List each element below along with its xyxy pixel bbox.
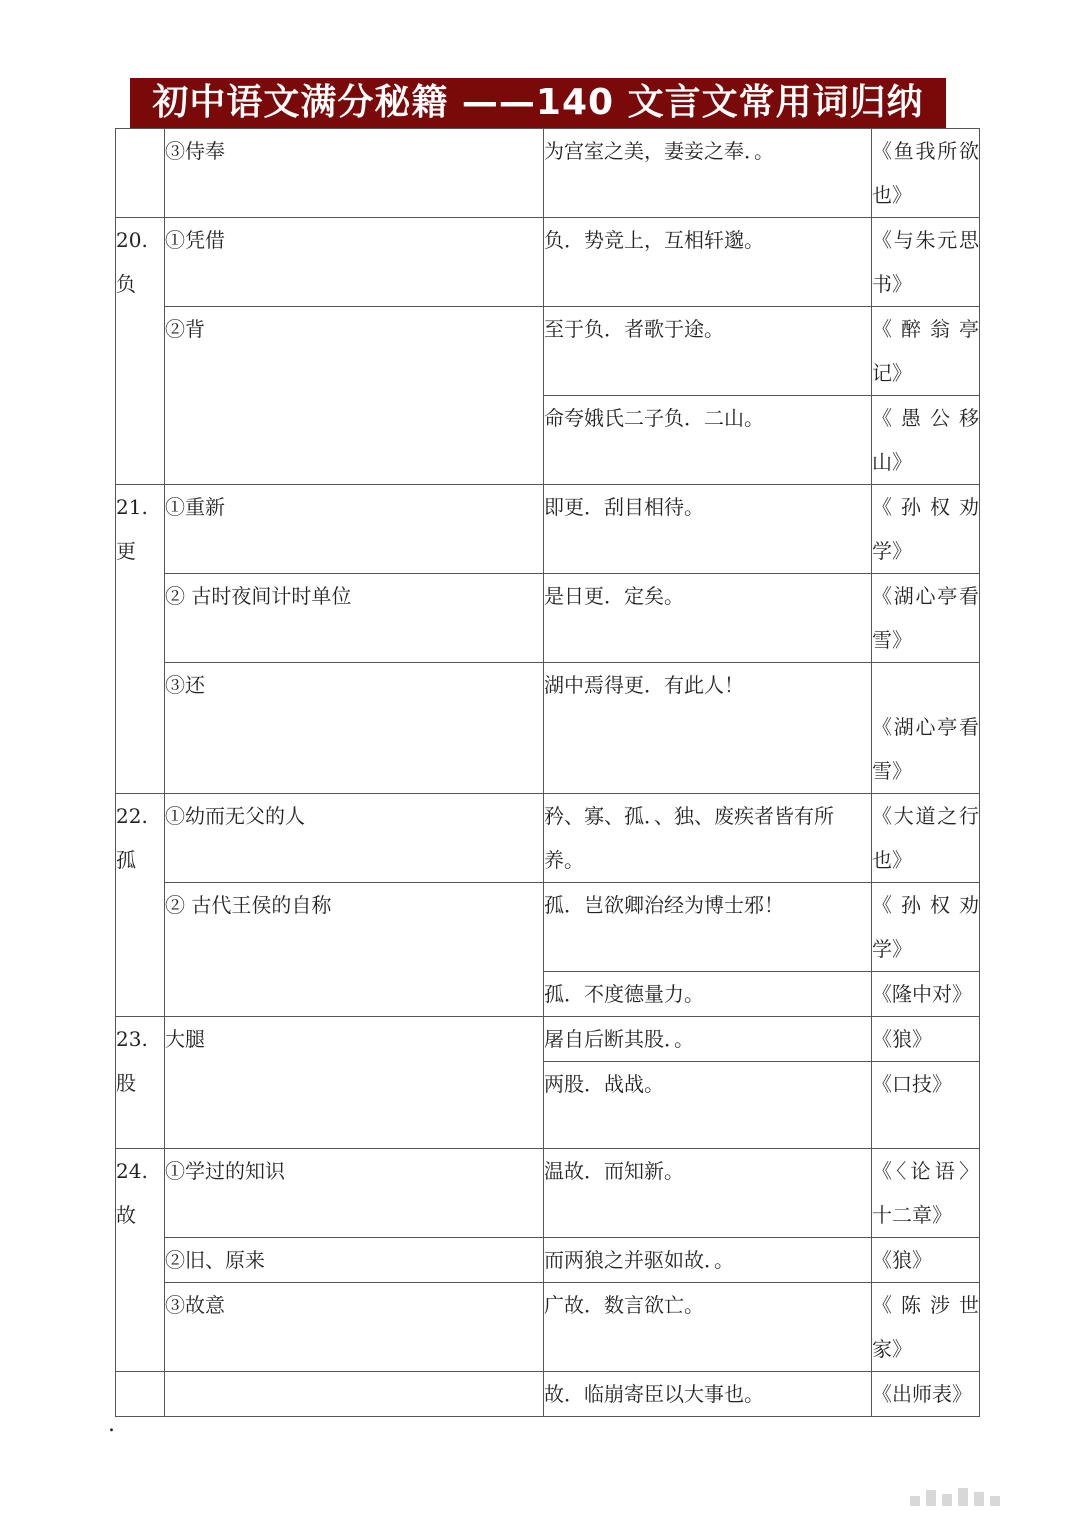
example-cell: 命夸娥氏二子负．二山。 [544, 396, 872, 485]
example-cell: 两股．战战。 [544, 1062, 872, 1149]
word-cell: 22. 孤 [116, 794, 165, 1017]
meaning-cell: ③故意 [165, 1283, 544, 1372]
word-cell: 24. 故 [116, 1149, 165, 1372]
table-row [116, 1283, 980, 1372]
meaning-cell: ②旧、原来 [165, 1238, 544, 1283]
table-row [116, 218, 980, 307]
word-cell: 20. 负 [116, 218, 165, 485]
source-cell: 《醉翁亭记》 [872, 307, 980, 396]
source-cell: 《与朱元思书》 [872, 218, 980, 307]
meaning-cell [165, 1372, 544, 1417]
meaning-cell: 大腿 [165, 1017, 544, 1149]
source-cell: 《狼》 [872, 1017, 980, 1062]
footer-mark: . [108, 1412, 115, 1437]
example-cell: 负．势竞上，互相轩邈。 [544, 218, 872, 307]
table-row [116, 1372, 980, 1417]
example-cell: 矜、寡、孤．、独、废疾者皆有所养。 [544, 794, 872, 883]
vocab-table [115, 128, 980, 1417]
example-cell: 屠自后断其股．。 [544, 1017, 872, 1062]
source-cell: 《隆中对》 [872, 972, 980, 1017]
source-cell: 《口技》 [872, 1062, 980, 1149]
table-row [116, 574, 980, 663]
example-cell: 故．临崩寄臣以大事也。 [544, 1372, 872, 1417]
source-cell: 《湖心亭看雪》 [872, 663, 980, 794]
source-cell: 《愚公移山》 [872, 396, 980, 485]
word-cell [116, 1372, 165, 1417]
word-cell: 23. 股 [116, 1017, 165, 1149]
meaning-cell: ②背 [165, 307, 544, 485]
example-cell: 温故．而知新。 [544, 1149, 872, 1238]
table-row [116, 1017, 980, 1062]
source-cell: 《湖心亭看雪》 [872, 574, 980, 663]
table-row [116, 129, 980, 218]
table-row [116, 794, 980, 883]
meaning-cell: ② 古时夜间计时单位 [165, 574, 544, 663]
word-cell [116, 129, 165, 218]
word-cell: 21. 更 [116, 485, 165, 794]
source-cell: 《大道之行也》 [872, 794, 980, 883]
source-cell: 《陈涉世家》 [872, 1283, 980, 1372]
meaning-cell: ①学过的知识 [165, 1149, 544, 1238]
source-cell: 《孙权劝学》 [872, 485, 980, 574]
example-cell: 至于负．者歌于途。 [544, 307, 872, 396]
meaning-cell: ② 古代王侯的自称 [165, 883, 544, 1017]
table-row [116, 485, 980, 574]
meaning-cell: ①凭借 [165, 218, 544, 307]
example-cell: 而两狼之并驱如故．。 [544, 1238, 872, 1283]
example-cell: 孤．不度德量力。 [544, 972, 872, 1017]
source-cell: 《〈论语〉十二章》 [872, 1149, 980, 1238]
table-row [116, 1149, 980, 1238]
example-cell: 是日更．定矣。 [544, 574, 872, 663]
meaning-cell: ③还 [165, 663, 544, 794]
meaning-cell: ①幼而无父的人 [165, 794, 544, 883]
example-cell: 孤．岂欲卿治经为博士邪！ [544, 883, 872, 972]
page-title: 初中语文满分秘籍 ——140 文言文常用词归纳 [130, 78, 946, 128]
watermark-logo [910, 1488, 1060, 1506]
source-cell: 《狼》 [872, 1238, 980, 1283]
source-cell: 《鱼我所欲也》 [872, 129, 980, 218]
example-cell: 即更．刮目相待。 [544, 485, 872, 574]
example-cell: 广故．数言欲亡。 [544, 1283, 872, 1372]
table-row [116, 1238, 980, 1283]
meaning-cell: ③侍奉 [165, 129, 544, 218]
table-row [116, 883, 980, 972]
source-cell: 《出师表》 [872, 1372, 980, 1417]
example-cell: 为宫室之美，妻妾之奉．。 [544, 129, 872, 218]
example-cell: 湖中焉得更．有此人！ [544, 663, 872, 794]
table-row [116, 307, 980, 396]
meaning-cell: ①重新 [165, 485, 544, 574]
source-cell: 《孙权劝学》 [872, 883, 980, 972]
table-row [116, 663, 980, 794]
